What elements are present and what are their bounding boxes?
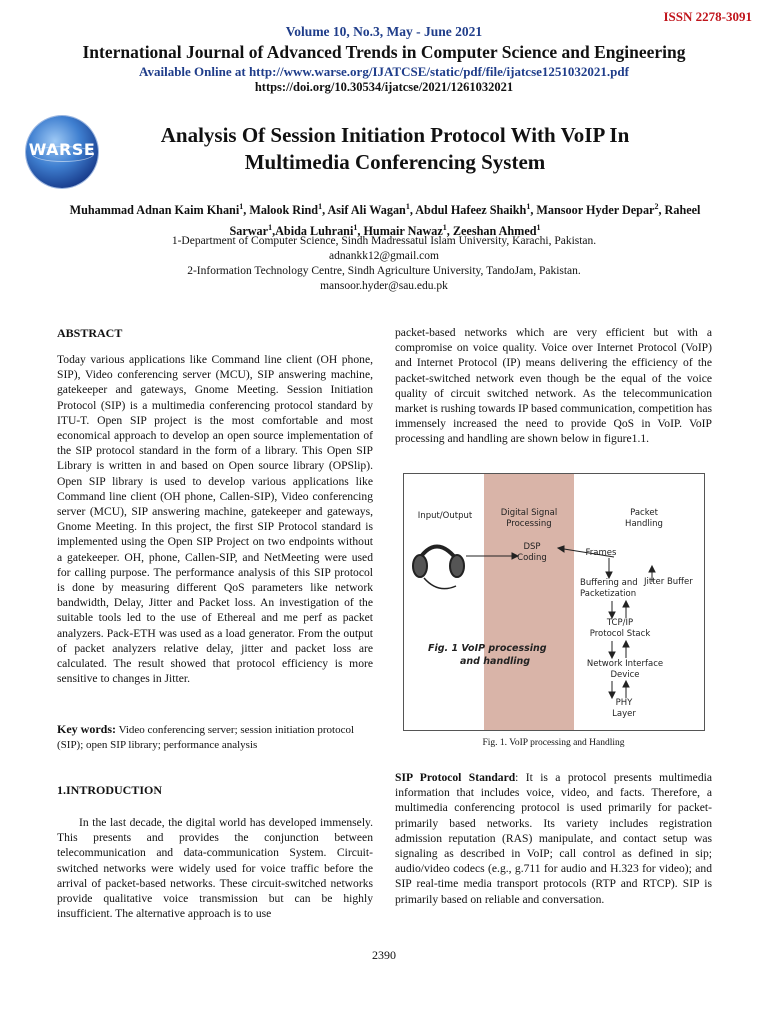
author-list: Muhammad Adnan Kaim Khani$^1$, Malook Rind$^1$, Asif Ali Wagan$^1$, Abdul Hafeez Shaikh$^1$, Mansoor Hyder Depar$^2$, Raheel Sarwar$^1$,Abida Luhrani$^1$, Humair Nawaz$^1$, Zeeshan Ahmed$^1$ [69, 202, 701, 239]
paper-title [110, 122, 680, 176]
journal-title: International Journal of Advanced Trends in Computer Science and Engineering [82, 42, 686, 62]
input-output-label: Input/Output [417, 511, 473, 521]
dsp-title-1: Digital Signal [500, 508, 558, 518]
keywords-text: Video conferencing server; session initiation protocol (SIP); open SIP library; performance analysis [57, 724, 355, 751]
affiliation-1: 1-Department of Computer Science, Sindh Madressatul Islam University, Karachi, Pakistan. [171, 235, 597, 247]
intro-text: In the last decade, the digital world has developed immensely. This presents and provides the conjunction between telecommunication and data-communication System. Circuit-switched networks were widely used for voice traffic before the arrival of packet-based networks. These circuit-switched networks provide qualitative voice transmission but can be highly insufficient. The alternative approach is to use [57, 816, 373, 921]
dsp-coding-2: Coding [517, 553, 547, 563]
volume-info: Volume 10, No.3, May - June 2021 [285, 24, 483, 39]
dsp-title-2: Processing [506, 519, 552, 529]
author: Abdul Hafeez Shaikh [415, 203, 527, 218]
author-aff: 1 [442, 223, 447, 233]
page-number: 2390 [372, 948, 396, 962]
abstract-heading: ABSTRACT [57, 326, 123, 340]
tcpip-1: TCP/IP [606, 618, 634, 628]
tcpip-label [584, 618, 656, 640]
doi-link[interactable]: https://doi.org/10.30534/ijatcse/2021/1261032021 [254, 80, 514, 94]
affiliations [0, 234, 768, 294]
inner-caption-2: and handling [460, 656, 531, 667]
author: Asif Ali Wagan [327, 203, 406, 218]
issn: ISSN 2278-3091 [663, 9, 752, 24]
phy-2: Layer [612, 709, 636, 719]
tcpip-2: Protocol Stack [589, 629, 651, 639]
figure-caption: Fig. 1. VoIP processing and Handling [482, 738, 625, 748]
voip-figure [403, 473, 705, 731]
phy-1: PHY [615, 698, 633, 708]
author-aff: 2 [654, 202, 659, 211]
buffering-1: Buffering and [580, 578, 638, 588]
keywords-label: Key words: [57, 722, 116, 736]
nic-2: Device [610, 670, 640, 680]
keywords [57, 722, 373, 753]
right-paragraph-2 [395, 770, 712, 907]
author-aff: 1 [268, 223, 273, 233]
frames-label: Frames [585, 548, 617, 558]
author-aff: 1 [318, 202, 323, 211]
warse-logo [26, 116, 98, 188]
author-aff: 1 [353, 223, 358, 233]
inner-caption-1: Fig. 1 VoIP processing [428, 643, 547, 654]
buffering-2: Packetization [580, 589, 637, 599]
abstract-text: Today various applications like Command line client (OH phone, SIP), Video conferencing server (MCU), SIP answering machine, gatekeeper and gateways, Gnome Meeting. Session Initiation Protocol (SIP) is a multimedia conferencing protocol standard by ITU-T. Open SIP project is the most comfortable and most economical approach to develop an open source implementation of the SIP protocol standard in the form of a library. This Open SIP Library is written in and based on Open source library (OPSlip). Open SIP library is used to develop various applications like Command line client (OH phone, Callen-SIP), Video conferencing server (MCU), SIP answering machine, gatekeeper and gateways, Gnome Meeting. In this project, the first SIP Protocol standard is implemented using the Open SIP Project on two endpoints without a gatekeeper. OH, phone, Callen-SIP, and NetMeeting were used for calling purpose. The performance analysis of this SIP protocol is done by measuring different QoS parameters like network bandwidth, Delay, Jitter and Packet loss. An investigation of the suitable tools led to the use of Ethereal and me perf as packet analyzers. Pack-ETH was used as a load generator. From the output of packet analyzers relative delay, jitter and packet loss are calculated. The result showed that protocol efficiency is more sensitive to changes in Jitter. [57, 353, 373, 686]
intro-heading: 1.INTRODUCTION [57, 783, 163, 797]
phy-label [604, 698, 644, 720]
author: Humair Nawaz [363, 224, 443, 239]
packet-title [594, 508, 694, 530]
title-line-1: Analysis Of Session Initiation Protocol With VoIP In [160, 123, 630, 147]
author: Raheel Sarwar [229, 203, 701, 239]
dsp-coding-1: DSP [523, 542, 541, 552]
right-paragraph-1: packet-based networks which are very efficient but with a compromise on voice quality. Voice over Internet Protocol (VoIP) and Internet Protocol (IP) means delivering the efficiency of the packet-switched network even though be the equal of the voice quality of circuit switched network. As the telecommunication market is rushing towards IP based communication, competition has immensely increased the need to provide QoS in VoIP. VoIP processing and handling are shown below in figure1.1. [395, 326, 712, 446]
sip-standard-label: SIP Protocol Standard [395, 771, 516, 784]
dsp-coding [504, 542, 560, 564]
author-aff: 1 [526, 202, 531, 211]
author: Muhammad Adnan Kaim Khani [69, 203, 240, 218]
author-aff: 1 [405, 202, 410, 211]
packet-title-1: Packet [630, 508, 658, 518]
author-aff: 1 [536, 223, 541, 233]
packet-title-2: Handling [625, 519, 663, 529]
author: Abida Luhrani [275, 224, 354, 239]
title-line-2: Multimedia Conferencing System [244, 150, 546, 174]
email-2[interactable]: mansoor.hyder@sau.edu.pk [320, 280, 448, 292]
nic-label [584, 659, 666, 681]
jitter-buffer-label: Jitter Buffer [644, 577, 693, 587]
author: Malook Rind [249, 203, 319, 218]
headset-icon [413, 547, 464, 589]
author: Zeeshan Ahmed [452, 224, 537, 239]
available-online-link[interactable]: Available Online at http://www.warse.org/IJATCSE/static/pdf/file/ijatcse1251032021.pdf [139, 64, 629, 79]
email-1[interactable]: adnankk12@gmail.com [329, 250, 439, 262]
author: Mansoor Hyder Depar [536, 203, 655, 218]
nic-1: Network Interface [586, 659, 664, 669]
buffering-label [580, 578, 650, 600]
dsp-title [486, 508, 572, 530]
sip-standard-text: : It is a protocol presents multimedia information that includes voice, video, and facts. Therefore, a multimedia conferencing protocol is used primarily for packet-primarily based networks. Its variety includes registration admission reputation (RAS) manipulate, and contact setup was signaling as described in VoIP; call control as defined in sip; audio/video codecs (e.g., g.711 for audio and H.323 for video); and SIP real-time media transport protocols (RTP and RTCP). SIP is primarily based on reliable and conversation. [395, 771, 712, 906]
figure-inner-caption [428, 642, 568, 668]
author-aff: 1 [239, 202, 244, 211]
affiliation-2: 2-Information Technology Centre, Sindh Agriculture University, TandoJam, Pakistan. [187, 265, 581, 277]
warse-logo-text: WARSE [28, 140, 96, 159]
